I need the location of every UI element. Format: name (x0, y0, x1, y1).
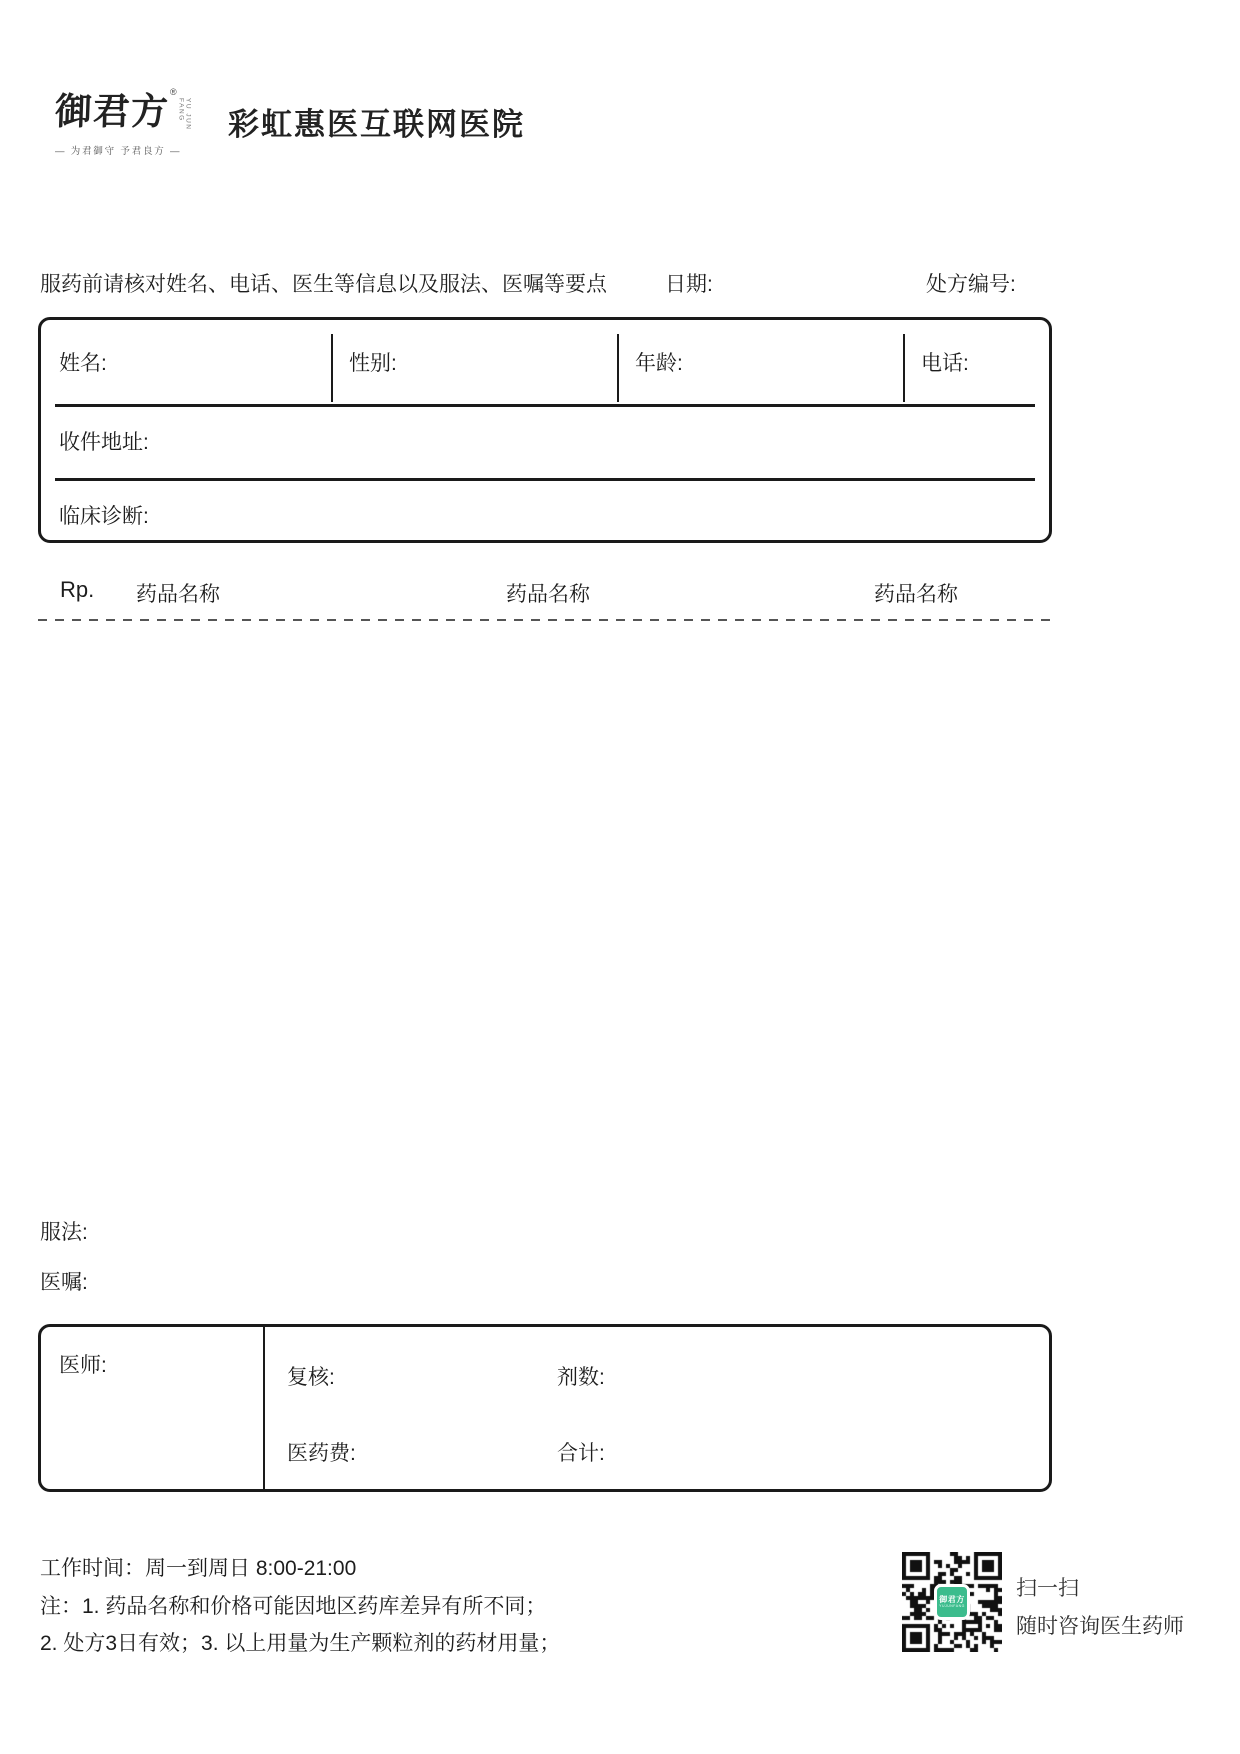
gender-label: 性别: (349, 352, 397, 375)
qr-logo-subtext: YUJUNFANG (939, 1604, 965, 1609)
advice-label: 医嘱: (40, 1271, 88, 1294)
footnote-2: 2. 处方3日有效；3. 以上用量为生产颗粒剂的药材用量； (40, 1632, 561, 1655)
qr-caption-scan: 扫一扫 (1016, 1577, 1079, 1600)
phone-field (903, 320, 1049, 404)
qr-caption-consult: 随时咨询医生药师 (1016, 1615, 1184, 1638)
hospital-title: 彩虹惠医互联网医院 (228, 107, 525, 142)
patient-info-box (38, 317, 1052, 543)
signoff-box (38, 1324, 1052, 1492)
diagnosis-label: 临床诊断: (59, 505, 149, 528)
gender-field (331, 320, 617, 404)
logo-tagline: — 为君御守 予君良方 — (55, 146, 182, 157)
name-field (41, 320, 331, 404)
qr-code (902, 1552, 1002, 1652)
qr-logo-text: 御君方 (939, 1594, 965, 1604)
address-label: 收件地址: (59, 431, 149, 454)
signoff-right-cell (265, 1327, 1049, 1489)
age-label: 年龄: (635, 352, 683, 375)
registered-trademark-icon: ® (170, 87, 177, 97)
phone-label: 电话: (921, 352, 969, 375)
field-divider (617, 334, 619, 402)
rp-label: Rp. (60, 577, 95, 602)
usage-label: 服法: (40, 1221, 88, 1244)
logo-text: 御君方 (54, 89, 170, 133)
physician-label: 医师: (59, 1354, 107, 1377)
total-label: 合计: (557, 1442, 605, 1465)
qr-center-logo (934, 1584, 970, 1620)
drug-name-header-1: 药品名称 (136, 583, 220, 606)
age-field (617, 320, 903, 404)
dashed-divider (38, 619, 1052, 621)
working-hours: 工作时间：周一到周日 8:00-21:00 (40, 1557, 357, 1580)
review-label: 复核: (287, 1366, 335, 1389)
doses-label: 剂数: (557, 1366, 605, 1389)
date-label: 日期: (665, 273, 713, 296)
drug-name-header-2: 药品名称 (506, 583, 590, 606)
name-label: 姓名: (59, 352, 107, 375)
logo-vertical-text: YU JUN FANG (177, 98, 192, 131)
fee-label: 医药费: (287, 1442, 356, 1465)
footnote-1: 注：1. 药品名称和价格可能因地区药库差异有所不同； (40, 1595, 547, 1618)
row-separator (55, 478, 1035, 481)
drug-name-header-3: 药品名称 (874, 583, 958, 606)
field-divider (331, 334, 333, 402)
brand-logo (55, 88, 215, 157)
field-divider (903, 334, 905, 402)
patient-row-basic (41, 320, 1049, 404)
verification-notice: 服药前请核对姓名、电话、医生等信息以及服法、医嘱等要点 (40, 273, 607, 296)
rx-number-label: 处方编号: (926, 273, 1016, 296)
row-separator (55, 404, 1035, 407)
physician-cell (41, 1327, 265, 1489)
